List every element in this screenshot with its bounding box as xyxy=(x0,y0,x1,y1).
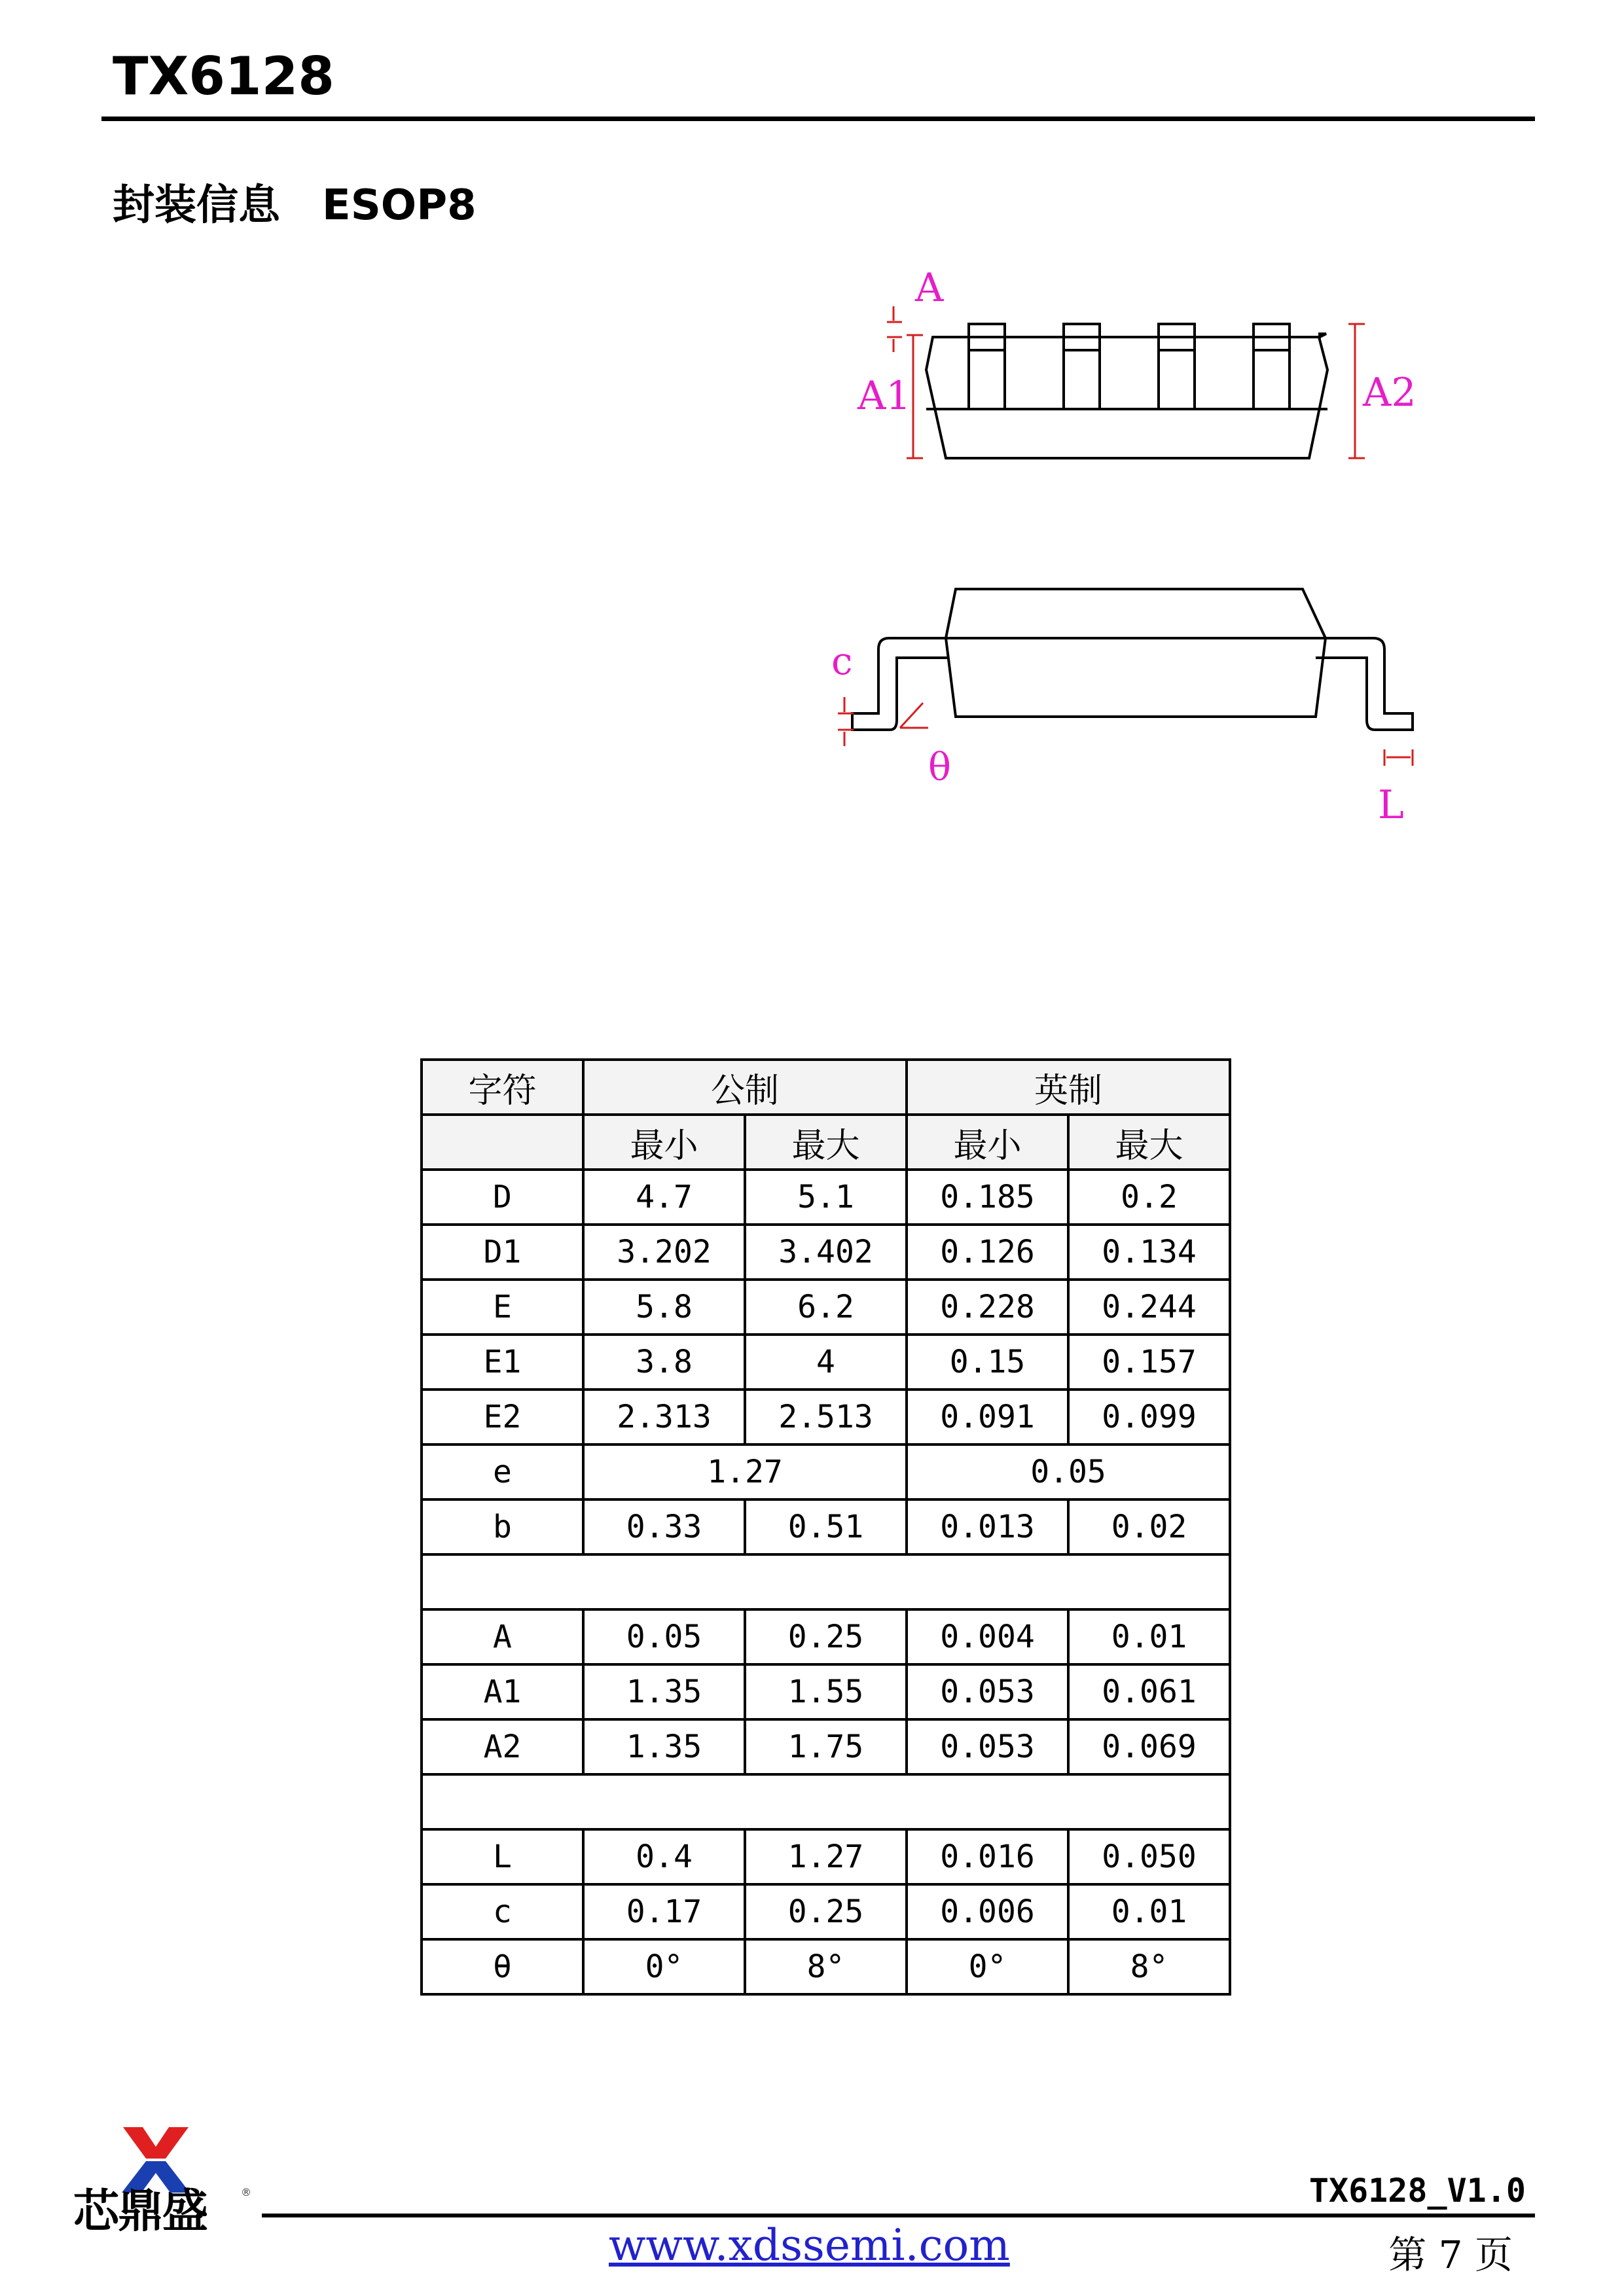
label-theta: θ xyxy=(928,745,951,789)
package-drawing xyxy=(831,262,1460,851)
cell-symbol: E1 xyxy=(422,1335,583,1390)
side-dimensions xyxy=(887,306,1365,458)
document-title: TX6128 xyxy=(113,46,334,107)
cell-value: 0.17 xyxy=(583,1884,745,1939)
table-spacer-row xyxy=(422,1774,1230,1829)
cell-symbol: A1 xyxy=(422,1664,583,1719)
cell-value: 0.061 xyxy=(1068,1664,1230,1719)
table-row xyxy=(422,1829,1230,1884)
cell-value: 0.05 xyxy=(583,1609,745,1664)
label-L: L xyxy=(1378,782,1404,828)
cell-value: 0.01 xyxy=(1068,1609,1230,1664)
cell-value: 0.053 xyxy=(907,1719,1068,1774)
cell-symbol: L xyxy=(422,1829,583,1884)
header-symbol: 字符 xyxy=(422,1060,583,1115)
cell-value: 5.1 xyxy=(745,1170,907,1225)
cell-value: 0° xyxy=(907,1939,1068,1994)
page-number: 第 7 页 xyxy=(1388,2233,1513,2277)
cell-value: 1.35 xyxy=(583,1664,745,1719)
document-version: TX6128_V1.0 xyxy=(1308,2172,1526,2210)
label-c: c xyxy=(831,639,853,683)
cell-symbol: e xyxy=(422,1444,583,1499)
cell-value: 0.15 xyxy=(907,1335,1068,1390)
cell-value: 2.313 xyxy=(583,1390,745,1444)
cell-value: 0.134 xyxy=(1068,1225,1230,1280)
website-link[interactable]: www.xdssemi.com xyxy=(609,2220,1010,2270)
table-header-row-1 xyxy=(422,1060,1230,1115)
end-view xyxy=(852,589,1413,730)
spacer-cell xyxy=(422,1774,1230,1829)
header-metric-max: 最大 xyxy=(745,1115,907,1170)
section-heading: 封装信息 ESOP8 xyxy=(113,181,477,230)
cell-value: 3.402 xyxy=(745,1225,907,1280)
table-row xyxy=(422,1664,1230,1719)
cell-value: 0.2 xyxy=(1068,1170,1230,1225)
cell-value: 0.157 xyxy=(1068,1335,1230,1390)
header-empty xyxy=(422,1115,583,1170)
table-row xyxy=(422,1719,1230,1774)
table-row xyxy=(422,1390,1230,1444)
cell-value: 1.75 xyxy=(745,1719,907,1774)
cell-value: 3.8 xyxy=(583,1335,745,1390)
cell-value: 0.01 xyxy=(1068,1884,1230,1939)
cell-value: 0.4 xyxy=(583,1829,745,1884)
table-row xyxy=(422,1939,1230,1994)
cell-value: 3.202 xyxy=(583,1225,745,1280)
table-header-row-2 xyxy=(422,1115,1230,1170)
cell-value: 0.228 xyxy=(907,1280,1068,1335)
table-row xyxy=(422,1335,1230,1390)
cell-value: 1.27 xyxy=(745,1829,907,1884)
cell-value: 0.244 xyxy=(1068,1280,1230,1335)
cell-value: 0.099 xyxy=(1068,1390,1230,1444)
cell-value: 0.51 xyxy=(745,1499,907,1554)
table-row xyxy=(422,1609,1230,1664)
cell-symbol: b xyxy=(422,1499,583,1554)
cell-value: 0.069 xyxy=(1068,1719,1230,1774)
body-top xyxy=(926,337,1327,458)
cell-symbol: D xyxy=(422,1170,583,1225)
side-view xyxy=(926,324,1327,458)
label-A2: A2 xyxy=(1363,370,1416,416)
cell-symbol: A xyxy=(422,1609,583,1664)
cell-symbol: E xyxy=(422,1280,583,1335)
company-logo-text: 芯鼎盛 xyxy=(73,2184,207,2238)
left-lead xyxy=(852,638,948,730)
table-row xyxy=(422,1280,1230,1335)
cell-value: 5.8 xyxy=(583,1280,745,1335)
cell-value: 0.053 xyxy=(907,1664,1068,1719)
cell-value: 0.050 xyxy=(1068,1829,1230,1884)
spacer-cell xyxy=(422,1554,1230,1609)
header-divider xyxy=(101,117,1535,121)
cell-value: 0.05 xyxy=(907,1444,1230,1499)
table-spacer-row xyxy=(422,1554,1230,1609)
table-row xyxy=(422,1499,1230,1554)
header-imperial-max: 最大 xyxy=(1068,1115,1230,1170)
header-imperial: 英制 xyxy=(907,1060,1230,1115)
cell-symbol: θ xyxy=(422,1939,583,1994)
table-row xyxy=(422,1444,1230,1499)
cell-value: 0.33 xyxy=(583,1499,745,1554)
cell-value: 8° xyxy=(745,1939,907,1994)
label-A1: A1 xyxy=(857,373,911,419)
cell-value: 0.091 xyxy=(907,1390,1068,1444)
cell-value: 8° xyxy=(1068,1939,1230,1994)
cell-value: 4 xyxy=(745,1335,907,1390)
cell-value: 0.25 xyxy=(745,1884,907,1939)
end-body xyxy=(946,589,1326,717)
cell-value: 1.35 xyxy=(583,1719,745,1774)
cell-symbol: E2 xyxy=(422,1390,583,1444)
table-row xyxy=(422,1225,1230,1280)
footer-divider xyxy=(262,2214,1535,2217)
label-A: A xyxy=(915,265,944,311)
cell-value: 4.7 xyxy=(583,1170,745,1225)
cell-value: 2.513 xyxy=(745,1390,907,1444)
registered-mark: ® xyxy=(241,2186,251,2198)
cell-value: 1.55 xyxy=(745,1664,907,1719)
end-dimensions xyxy=(838,697,1413,766)
header-metric: 公制 xyxy=(583,1060,907,1115)
header-imperial-min: 最小 xyxy=(907,1115,1068,1170)
cell-symbol: D1 xyxy=(422,1225,583,1280)
cell-symbol: c xyxy=(422,1884,583,1939)
cell-value: 0.126 xyxy=(907,1225,1068,1280)
cell-value: 0.02 xyxy=(1068,1499,1230,1554)
right-lead xyxy=(1316,638,1413,730)
cell-value: 1.27 xyxy=(583,1444,907,1499)
cell-symbol: A2 xyxy=(422,1719,583,1774)
cell-value: 0° xyxy=(583,1939,745,1994)
table-row xyxy=(422,1170,1230,1225)
cell-value: 0.006 xyxy=(907,1884,1068,1939)
cell-value: 0.016 xyxy=(907,1829,1068,1884)
cell-value: 0.004 xyxy=(907,1609,1068,1664)
dimensions-table xyxy=(420,1058,1231,1996)
cell-value: 0.185 xyxy=(907,1170,1068,1225)
cell-value: 0.25 xyxy=(745,1609,907,1664)
cell-value: 6.2 xyxy=(745,1280,907,1335)
header-metric-min: 最小 xyxy=(583,1115,745,1170)
table-row xyxy=(422,1884,1230,1939)
cell-value: 0.013 xyxy=(907,1499,1068,1554)
